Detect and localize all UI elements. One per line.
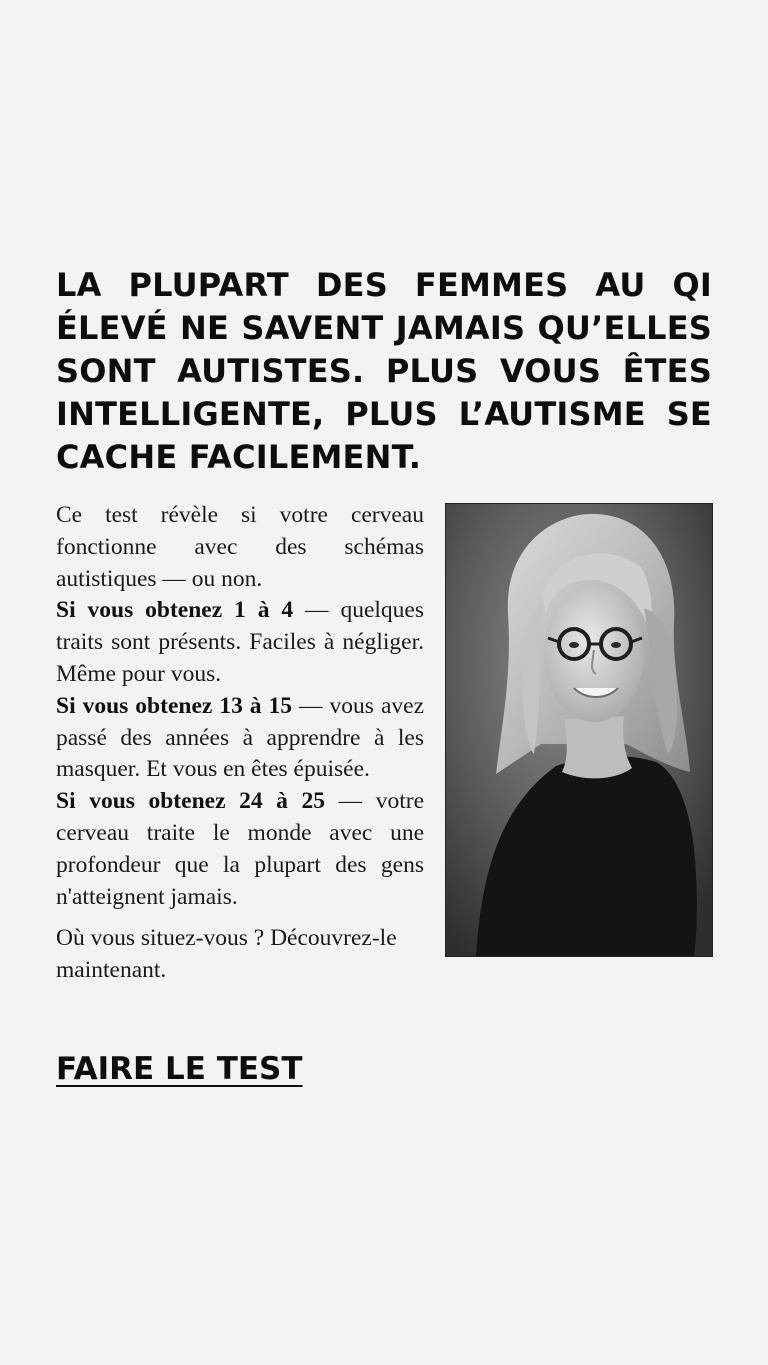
tier-1-paragraph <box>56 595 424 690</box>
intro-paragraph: Ce test révèle si votre cerveau fonctionne avec des schémas autistiques — ou non. <box>56 502 424 592</box>
tier-2-range: Si vous obtenez 13 à 15 <box>56 692 293 719</box>
tier-3-paragraph <box>56 786 424 913</box>
tier-1-text: — quelques traits sont présents. Faciles à négliger. Même pour vous. <box>56 597 424 687</box>
tier-3-text: — votre cerveau traite le monde avec une profondeur que la plupart des gens n'atteignent jamais. <box>56 788 424 910</box>
tier-3-range: Si vous obtenez 24 à 25 <box>56 788 326 815</box>
body-copy <box>56 500 424 987</box>
outro-paragraph: Où vous situez-vous ? Découvrez-le maintenant. <box>56 925 397 984</box>
tier-1-range: Si vous obtenez 1 à 4 <box>56 597 294 624</box>
tier-2-text: — vous avez passé des années à apprendre à les masquer. Et vous en êtes épuisée. <box>56 692 424 783</box>
take-test-link[interactable]: FAIRE LE TEST <box>56 1051 303 1087</box>
headline: LA PLUPART DES FEMMES AU QI ÉLEVÉ NE SAVENT JAMAIS QU’ELLES SONT AUTISTES. PLUS VOUS ÊTES INTELLIGENTE, PLUS L’AUTISME SE CACHE FACILEMENT. <box>56 266 712 476</box>
portrait-photo <box>445 503 713 957</box>
tier-2-paragraph <box>56 691 424 786</box>
